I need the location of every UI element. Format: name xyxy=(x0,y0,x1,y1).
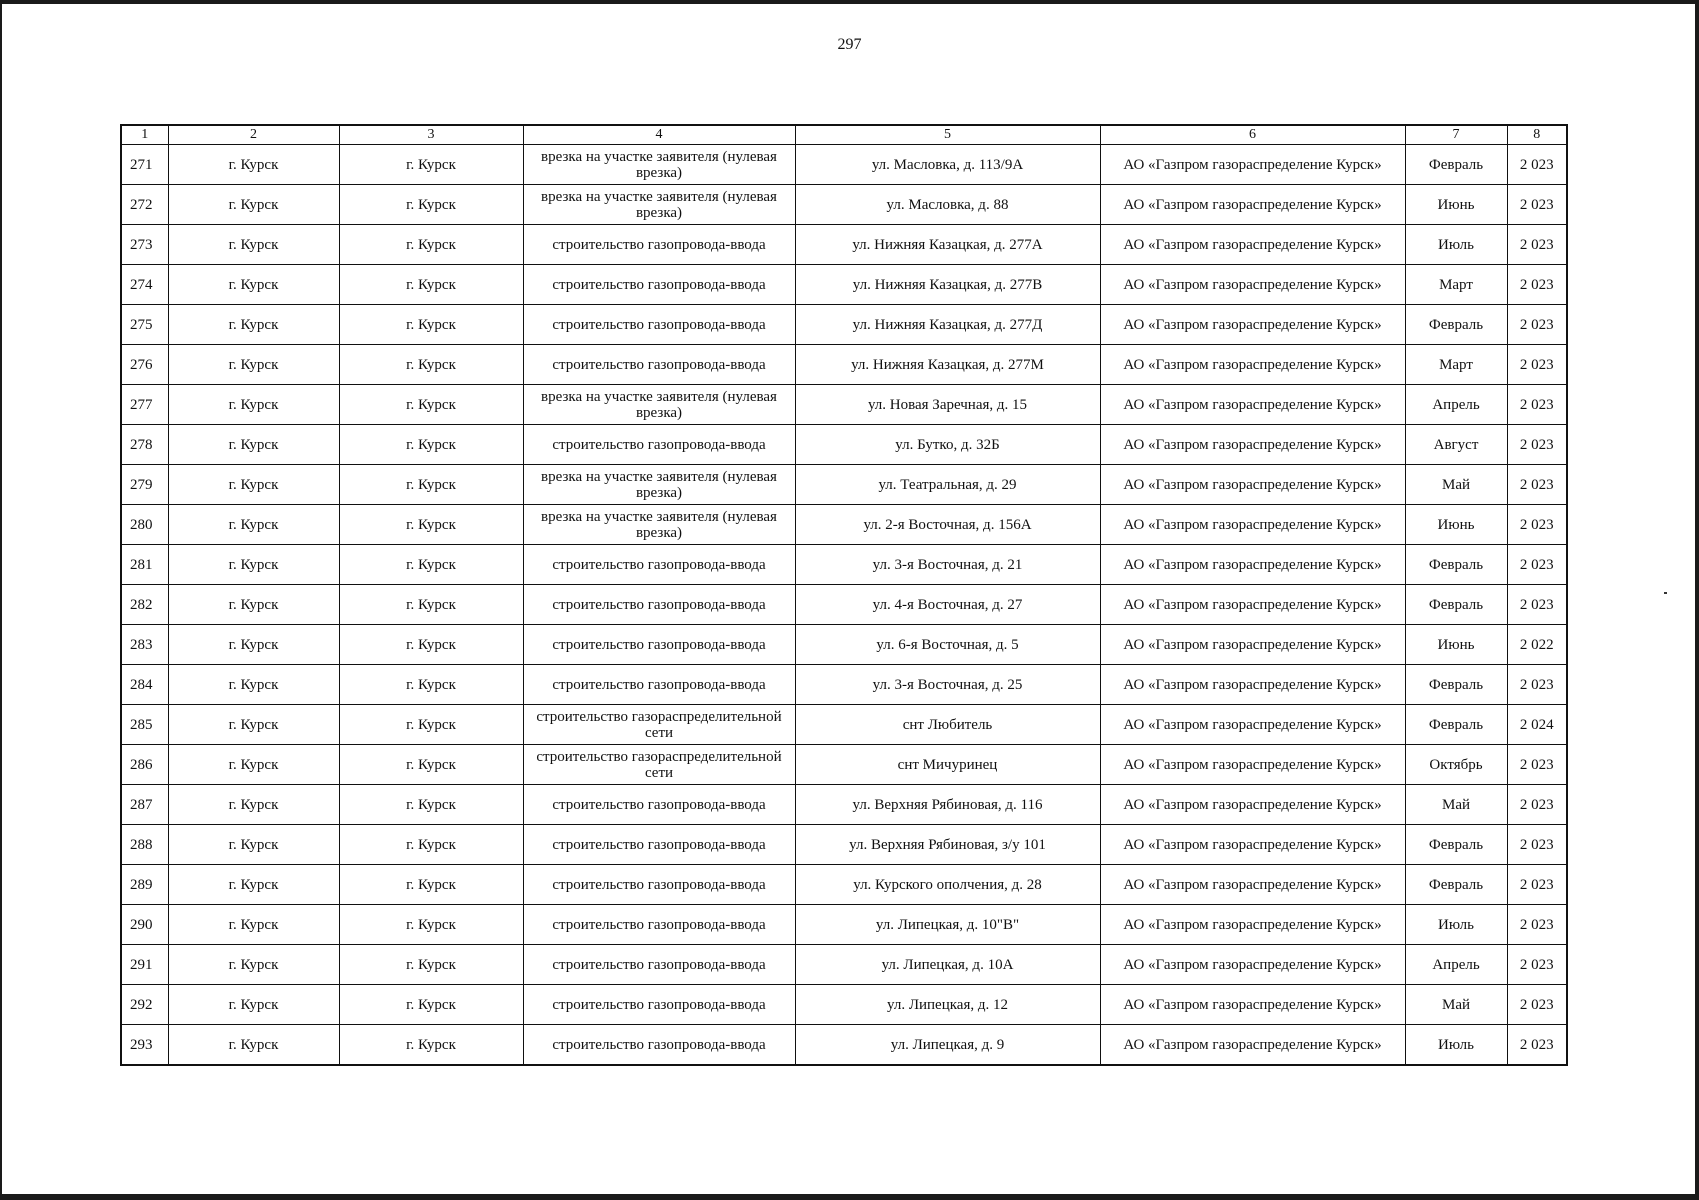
cell-work-type: строительство газопровода-ввода xyxy=(523,545,795,585)
cell-organization: АО «Газпром газораспределение Курск» xyxy=(1100,545,1405,585)
cell-year: 2 023 xyxy=(1507,505,1567,545)
cell-municipality: г. Курск xyxy=(168,945,339,985)
column-header-3: 3 xyxy=(339,125,523,145)
cell-row-number: 292 xyxy=(121,985,168,1025)
scan-border-right xyxy=(1695,0,1699,1200)
cell-row-number: 282 xyxy=(121,585,168,625)
cell-work-type: строительство газопровода-ввода xyxy=(523,265,795,305)
cell-year: 2 023 xyxy=(1507,945,1567,985)
cell-work-type: строительство газопровода-ввода xyxy=(523,425,795,465)
column-header-4: 4 xyxy=(523,125,795,145)
cell-month: Февраль xyxy=(1405,665,1507,705)
table-row xyxy=(121,825,1567,865)
table-row xyxy=(121,865,1567,905)
cell-work-type: строительство газопровода-ввода xyxy=(523,945,795,985)
cell-organization: АО «Газпром газораспределение Курск» xyxy=(1100,825,1405,865)
cell-municipality: г. Курск xyxy=(168,145,339,185)
cell-month: Февраль xyxy=(1405,585,1507,625)
cell-municipality: г. Курск xyxy=(168,825,339,865)
cell-organization: АО «Газпром газораспределение Курск» xyxy=(1100,265,1405,305)
cell-row-number: 288 xyxy=(121,825,168,865)
table-row xyxy=(121,425,1567,465)
cell-row-number: 276 xyxy=(121,345,168,385)
cell-organization: АО «Газпром газораспределение Курск» xyxy=(1100,385,1405,425)
cell-work-type: строительство газопровода-ввода xyxy=(523,625,795,665)
cell-row-number: 285 xyxy=(121,705,168,745)
cell-month: Февраль xyxy=(1405,145,1507,185)
cell-address: ул. 3-я Восточная, д. 21 xyxy=(795,545,1100,585)
cell-work-type: строительство газопровода-ввода xyxy=(523,585,795,625)
cell-municipality: г. Курск xyxy=(168,545,339,585)
cell-row-number: 287 xyxy=(121,785,168,825)
cell-address: ул. Верхняя Рябиновая, д. 116 xyxy=(795,785,1100,825)
cell-row-number: 271 xyxy=(121,145,168,185)
cell-month: Июль xyxy=(1405,1025,1507,1066)
cell-row-number: 290 xyxy=(121,905,168,945)
cell-organization: АО «Газпром газораспределение Курск» xyxy=(1100,505,1405,545)
cell-address: ул. Верхняя Рябиновая, з/у 101 xyxy=(795,825,1100,865)
cell-municipality: г. Курск xyxy=(168,705,339,745)
page-number: 297 xyxy=(837,36,862,53)
cell-work-type: врезка на участке заявителя (нулевая врезка) xyxy=(523,505,795,545)
cell-year: 2 023 xyxy=(1507,185,1567,225)
scan-border-bottom xyxy=(0,1194,1699,1200)
cell-settlement: г. Курск xyxy=(339,825,523,865)
cell-municipality: г. Курск xyxy=(168,985,339,1025)
cell-organization: АО «Газпром газораспределение Курск» xyxy=(1100,905,1405,945)
cell-organization: АО «Газпром газораспределение Курск» xyxy=(1100,785,1405,825)
cell-municipality: г. Курск xyxy=(168,585,339,625)
table-body xyxy=(121,145,1567,1066)
cell-settlement: г. Курск xyxy=(339,185,523,225)
cell-municipality: г. Курск xyxy=(168,665,339,705)
column-header-6: 6 xyxy=(1100,125,1405,145)
table-row xyxy=(121,665,1567,705)
cell-municipality: г. Курск xyxy=(168,745,339,785)
cell-organization: АО «Газпром газораспределение Курск» xyxy=(1100,345,1405,385)
cell-row-number: 275 xyxy=(121,305,168,345)
cell-organization: АО «Газпром газораспределение Курск» xyxy=(1100,305,1405,345)
cell-row-number: 291 xyxy=(121,945,168,985)
cell-settlement: г. Курск xyxy=(339,945,523,985)
table-row xyxy=(121,465,1567,505)
cell-settlement: г. Курск xyxy=(339,425,523,465)
cell-row-number: 284 xyxy=(121,665,168,705)
cell-organization: АО «Газпром газораспределение Курск» xyxy=(1100,185,1405,225)
cell-work-type: строительство газопровода-ввода xyxy=(523,345,795,385)
scan-border-top xyxy=(0,0,1699,4)
cell-row-number: 286 xyxy=(121,745,168,785)
cell-year: 2 023 xyxy=(1507,145,1567,185)
cell-organization: АО «Газпром газораспределение Курск» xyxy=(1100,425,1405,465)
cell-settlement: г. Курск xyxy=(339,665,523,705)
cell-year: 2 023 xyxy=(1507,1025,1567,1066)
cell-municipality: г. Курск xyxy=(168,345,339,385)
cell-year: 2 023 xyxy=(1507,785,1567,825)
cell-settlement: г. Курск xyxy=(339,905,523,945)
cell-month: Март xyxy=(1405,345,1507,385)
cell-organization: АО «Газпром газораспределение Курск» xyxy=(1100,945,1405,985)
cell-address: ул. 6-я Восточная, д. 5 xyxy=(795,625,1100,665)
cell-year: 2 023 xyxy=(1507,385,1567,425)
cell-organization: АО «Газпром газораспределение Курск» xyxy=(1100,585,1405,625)
table-header-row xyxy=(121,125,1567,145)
cell-settlement: г. Курск xyxy=(339,985,523,1025)
cell-year: 2 022 xyxy=(1507,625,1567,665)
cell-address: ул. 4-я Восточная, д. 27 xyxy=(795,585,1100,625)
table-row xyxy=(121,305,1567,345)
cell-work-type: строительство газопровода-ввода xyxy=(523,305,795,345)
table-row xyxy=(121,505,1567,545)
cell-municipality: г. Курск xyxy=(168,425,339,465)
table-row xyxy=(121,265,1567,305)
cell-address: ул. Новая Заречная, д. 15 xyxy=(795,385,1100,425)
cell-settlement: г. Курск xyxy=(339,585,523,625)
cell-municipality: г. Курск xyxy=(168,625,339,665)
cell-month: Февраль xyxy=(1405,545,1507,585)
scan-border-left xyxy=(0,0,2,1200)
cell-settlement: г. Курск xyxy=(339,545,523,585)
cell-month: Февраль xyxy=(1405,825,1507,865)
table-row xyxy=(121,385,1567,425)
cell-address: ул. Нижняя Казацкая, д. 277М xyxy=(795,345,1100,385)
column-header-7: 7 xyxy=(1405,125,1507,145)
table-row xyxy=(121,345,1567,385)
cell-organization: АО «Газпром газораспределение Курск» xyxy=(1100,745,1405,785)
cell-address: снт Любитель xyxy=(795,705,1100,745)
cell-address: ул. Липецкая, д. 10А xyxy=(795,945,1100,985)
cell-month: Февраль xyxy=(1405,305,1507,345)
cell-year: 2 023 xyxy=(1507,425,1567,465)
cell-address: ул. Нижняя Казацкая, д. 277А xyxy=(795,225,1100,265)
cell-year: 2 023 xyxy=(1507,545,1567,585)
cell-month: Февраль xyxy=(1405,865,1507,905)
cell-settlement: г. Курск xyxy=(339,385,523,425)
cell-organization: АО «Газпром газораспределение Курск» xyxy=(1100,865,1405,905)
cell-year: 2 023 xyxy=(1507,665,1567,705)
cell-month: Октябрь xyxy=(1405,745,1507,785)
cell-work-type: врезка на участке заявителя (нулевая врезка) xyxy=(523,385,795,425)
cell-month: Март xyxy=(1405,265,1507,305)
cell-month: Июнь xyxy=(1405,625,1507,665)
cell-month: Июль xyxy=(1405,905,1507,945)
cell-work-type: строительство газораспределительной сети xyxy=(523,705,795,745)
cell-address: ул. Бутко, д. 32Б xyxy=(795,425,1100,465)
cell-organization: АО «Газпром газораспределение Курск» xyxy=(1100,665,1405,705)
column-header-2: 2 xyxy=(168,125,339,145)
cell-month: Май xyxy=(1405,785,1507,825)
table-row xyxy=(121,945,1567,985)
cell-settlement: г. Курск xyxy=(339,625,523,665)
cell-year: 2 023 xyxy=(1507,305,1567,345)
cell-settlement: г. Курск xyxy=(339,465,523,505)
cell-row-number: 293 xyxy=(121,1025,168,1066)
cell-address: ул. Масловка, д. 113/9А xyxy=(795,145,1100,185)
cell-address: ул. Театральная, д. 29 xyxy=(795,465,1100,505)
table-row xyxy=(121,1025,1567,1066)
table-row xyxy=(121,185,1567,225)
cell-organization: АО «Газпром газораспределение Курск» xyxy=(1100,145,1405,185)
cell-address: ул. Нижняя Казацкая, д. 277Д xyxy=(795,305,1100,345)
cell-address: ул. Масловка, д. 88 xyxy=(795,185,1100,225)
cell-year: 2 023 xyxy=(1507,745,1567,785)
cell-month: Май xyxy=(1405,465,1507,505)
cell-organization: АО «Газпром газораспределение Курск» xyxy=(1100,1025,1405,1066)
table-row xyxy=(121,905,1567,945)
cell-month: Май xyxy=(1405,985,1507,1025)
cell-month: Февраль xyxy=(1405,705,1507,745)
cell-year: 2 023 xyxy=(1507,865,1567,905)
table-row xyxy=(121,705,1567,745)
table-row xyxy=(121,585,1567,625)
cell-address: снт Мичуринец xyxy=(795,745,1100,785)
cell-municipality: г. Курск xyxy=(168,305,339,345)
cell-row-number: 272 xyxy=(121,185,168,225)
cell-address: ул. Курского ополчения, д. 28 xyxy=(795,865,1100,905)
cell-row-number: 281 xyxy=(121,545,168,585)
registry-table xyxy=(120,124,1568,1066)
cell-municipality: г. Курск xyxy=(168,185,339,225)
cell-month: Июнь xyxy=(1405,185,1507,225)
cell-address: ул. Липецкая, д. 9 xyxy=(795,1025,1100,1066)
table-row xyxy=(121,145,1567,185)
cell-address: ул. Липецкая, д. 12 xyxy=(795,985,1100,1025)
cell-address: ул. 2-я Восточная, д. 156А xyxy=(795,505,1100,545)
cell-row-number: 283 xyxy=(121,625,168,665)
cell-settlement: г. Курск xyxy=(339,705,523,745)
cell-municipality: г. Курск xyxy=(168,1025,339,1066)
cell-year: 2 023 xyxy=(1507,465,1567,505)
cell-address: ул. Нижняя Казацкая, д. 277В xyxy=(795,265,1100,305)
cell-municipality: г. Курск xyxy=(168,225,339,265)
cell-year: 2 023 xyxy=(1507,585,1567,625)
table-row xyxy=(121,545,1567,585)
cell-settlement: г. Курск xyxy=(339,745,523,785)
cell-row-number: 280 xyxy=(121,505,168,545)
cell-settlement: г. Курск xyxy=(339,145,523,185)
cell-year: 2 024 xyxy=(1507,705,1567,745)
column-header-8: 8 xyxy=(1507,125,1567,145)
cell-month: Апрель xyxy=(1405,385,1507,425)
cell-row-number: 279 xyxy=(121,465,168,505)
cell-settlement: г. Курск xyxy=(339,505,523,545)
cell-address: ул. Липецкая, д. 10"В" xyxy=(795,905,1100,945)
cell-work-type: строительство газопровода-ввода xyxy=(523,825,795,865)
cell-work-type: строительство газопровода-ввода xyxy=(523,785,795,825)
cell-year: 2 023 xyxy=(1507,345,1567,385)
cell-year: 2 023 xyxy=(1507,225,1567,265)
cell-work-type: врезка на участке заявителя (нулевая врезка) xyxy=(523,145,795,185)
table-row xyxy=(121,225,1567,265)
cell-work-type: врезка на участке заявителя (нулевая врезка) xyxy=(523,465,795,505)
cell-year: 2 023 xyxy=(1507,985,1567,1025)
column-header-5: 5 xyxy=(795,125,1100,145)
cell-settlement: г. Курск xyxy=(339,785,523,825)
cell-settlement: г. Курск xyxy=(339,345,523,385)
column-header-1: 1 xyxy=(121,125,168,145)
table-row xyxy=(121,785,1567,825)
cell-work-type: строительство газопровода-ввода xyxy=(523,225,795,265)
table-row xyxy=(121,985,1567,1025)
cell-month: Июль xyxy=(1405,225,1507,265)
cell-settlement: г. Курск xyxy=(339,265,523,305)
cell-settlement: г. Курск xyxy=(339,865,523,905)
cell-organization: АО «Газпром газораспределение Курск» xyxy=(1100,625,1405,665)
cell-work-type: строительство газопровода-ввода xyxy=(523,985,795,1025)
cell-municipality: г. Курск xyxy=(168,265,339,305)
cell-municipality: г. Курск xyxy=(168,465,339,505)
cell-organization: АО «Газпром газораспределение Курск» xyxy=(1100,465,1405,505)
cell-row-number: 274 xyxy=(121,265,168,305)
cell-work-type: врезка на участке заявителя (нулевая врезка) xyxy=(523,185,795,225)
cell-municipality: г. Курск xyxy=(168,785,339,825)
cell-row-number: 289 xyxy=(121,865,168,905)
cell-year: 2 023 xyxy=(1507,825,1567,865)
cell-organization: АО «Газпром газораспределение Курск» xyxy=(1100,705,1405,745)
cell-organization: АО «Газпром газораспределение Курск» xyxy=(1100,985,1405,1025)
cell-row-number: 273 xyxy=(121,225,168,265)
cell-work-type: строительство газопровода-ввода xyxy=(523,665,795,705)
cell-settlement: г. Курск xyxy=(339,1025,523,1066)
cell-work-type: строительство газопровода-ввода xyxy=(523,865,795,905)
scan-speck xyxy=(1664,592,1667,594)
cell-work-type: строительство газопровода-ввода xyxy=(523,905,795,945)
table-row xyxy=(121,745,1567,785)
cell-organization: АО «Газпром газораспределение Курск» xyxy=(1100,225,1405,265)
cell-work-type: строительство газораспределительной сети xyxy=(523,745,795,785)
cell-settlement: г. Курск xyxy=(339,305,523,345)
cell-month: Апрель xyxy=(1405,945,1507,985)
cell-month: Июнь xyxy=(1405,505,1507,545)
cell-month: Август xyxy=(1405,425,1507,465)
table-row xyxy=(121,625,1567,665)
cell-year: 2 023 xyxy=(1507,905,1567,945)
cell-address: ул. 3-я Восточная, д. 25 xyxy=(795,665,1100,705)
cell-municipality: г. Курск xyxy=(168,905,339,945)
cell-work-type: строительство газопровода-ввода xyxy=(523,1025,795,1066)
cell-year: 2 023 xyxy=(1507,265,1567,305)
cell-row-number: 277 xyxy=(121,385,168,425)
cell-municipality: г. Курск xyxy=(168,865,339,905)
cell-settlement: г. Курск xyxy=(339,225,523,265)
cell-municipality: г. Курск xyxy=(168,505,339,545)
cell-row-number: 278 xyxy=(121,425,168,465)
cell-municipality: г. Курск xyxy=(168,385,339,425)
